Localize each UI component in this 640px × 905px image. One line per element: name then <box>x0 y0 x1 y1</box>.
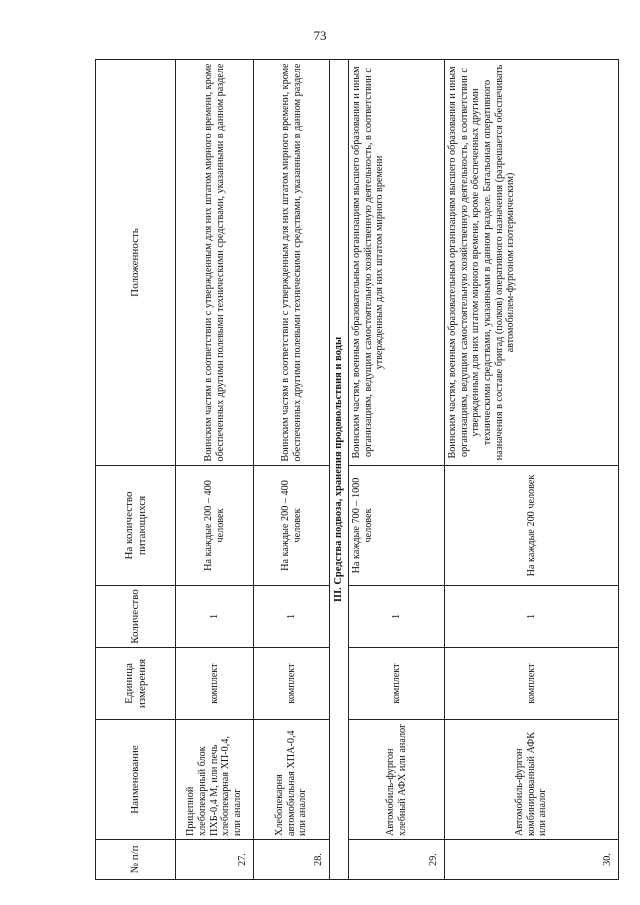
row-qty: 1 <box>254 586 330 648</box>
row-qty: 1 <box>445 586 619 648</box>
row-num: 30. <box>445 840 619 880</box>
row-provision: Воинским частям в соответствии с утвержденным для них штатом мирного времени, кроме обеспеченных другими полевыми техническими средствами, указанными в данном разделе <box>254 60 330 466</box>
row-provision: Воинским частям, военным образовательным организациям высшего образования и иным организациям, ведущим самостоятельную хозяйственную деятельность, в соответствии с утвержденным для них штатом мирного времени, кроме обеспеченных другими техническими средствами, указанными в данном разделе. Батальонам оперативного назначения в составе бригад (полков) оперативного назначения (разрешается обеспечивать автомобилем-фургоном изотермическим) <box>445 60 619 466</box>
row-name: Хлебопекарня автомобильная ХПА-0,4 или аналог <box>254 720 330 840</box>
section-title: III. Средства подвоза, хранения продовольствия и воды <box>330 60 349 880</box>
row-per: На каждые 700 – 1000 человек <box>349 466 445 586</box>
col-header-qty: Количество <box>96 586 176 648</box>
row-provision: Воинским частям, военным образовательным организациям высшего образования и иным организациям, ведущим самостоятельную хозяйственную деятельность, в соответствии с утвержденным для них штатом мирного времени <box>349 60 445 466</box>
col-header-per: На количество питающихся <box>96 466 176 586</box>
table-row <box>349 60 445 880</box>
table-row <box>445 60 619 880</box>
table-row <box>254 60 330 880</box>
row-per: На каждые 200 – 400 человек <box>254 466 330 586</box>
row-num: 29. <box>349 840 445 880</box>
row-qty: 1 <box>176 586 254 648</box>
row-per: На каждые 200 – 400 человек <box>176 466 254 586</box>
row-name: Прицепной хлебопекарный блок ПХБ-0,4 М, или печь хлебопекарная ХП-0,4, или аналог <box>176 720 254 840</box>
row-unit: комплект <box>445 648 619 720</box>
col-header-num: № п/п <box>96 840 176 880</box>
col-header-provision: Положенность <box>96 60 176 466</box>
row-qty: 1 <box>349 586 445 648</box>
row-num: 27. <box>176 840 254 880</box>
row-provision: Воинским частям в соответствии с утвержденным для них штатом мирного времени, кроме обеспеченных другими полевыми техническими средствами, указанными в данном разделе <box>176 60 254 466</box>
row-name: Автомобиль-фургон хлебный АФХ или аналог <box>349 720 445 840</box>
col-header-name: Наименование <box>96 720 176 840</box>
row-name: Автомобиль-фургон комбинированный АФК или аналог <box>445 720 619 840</box>
provision-table <box>95 59 619 880</box>
rotated-table-container <box>95 60 615 880</box>
row-unit: комплект <box>176 648 254 720</box>
row-unit: комплект <box>349 648 445 720</box>
page-number: 73 <box>313 28 327 43</box>
header-row <box>96 60 176 880</box>
section-row <box>330 60 349 880</box>
col-header-unit: Единица измерения <box>96 648 176 720</box>
row-per: На каждые 200 человек <box>445 466 619 586</box>
row-num: 28. <box>254 840 330 880</box>
row-unit: комплект <box>254 648 330 720</box>
table-row <box>176 60 254 880</box>
